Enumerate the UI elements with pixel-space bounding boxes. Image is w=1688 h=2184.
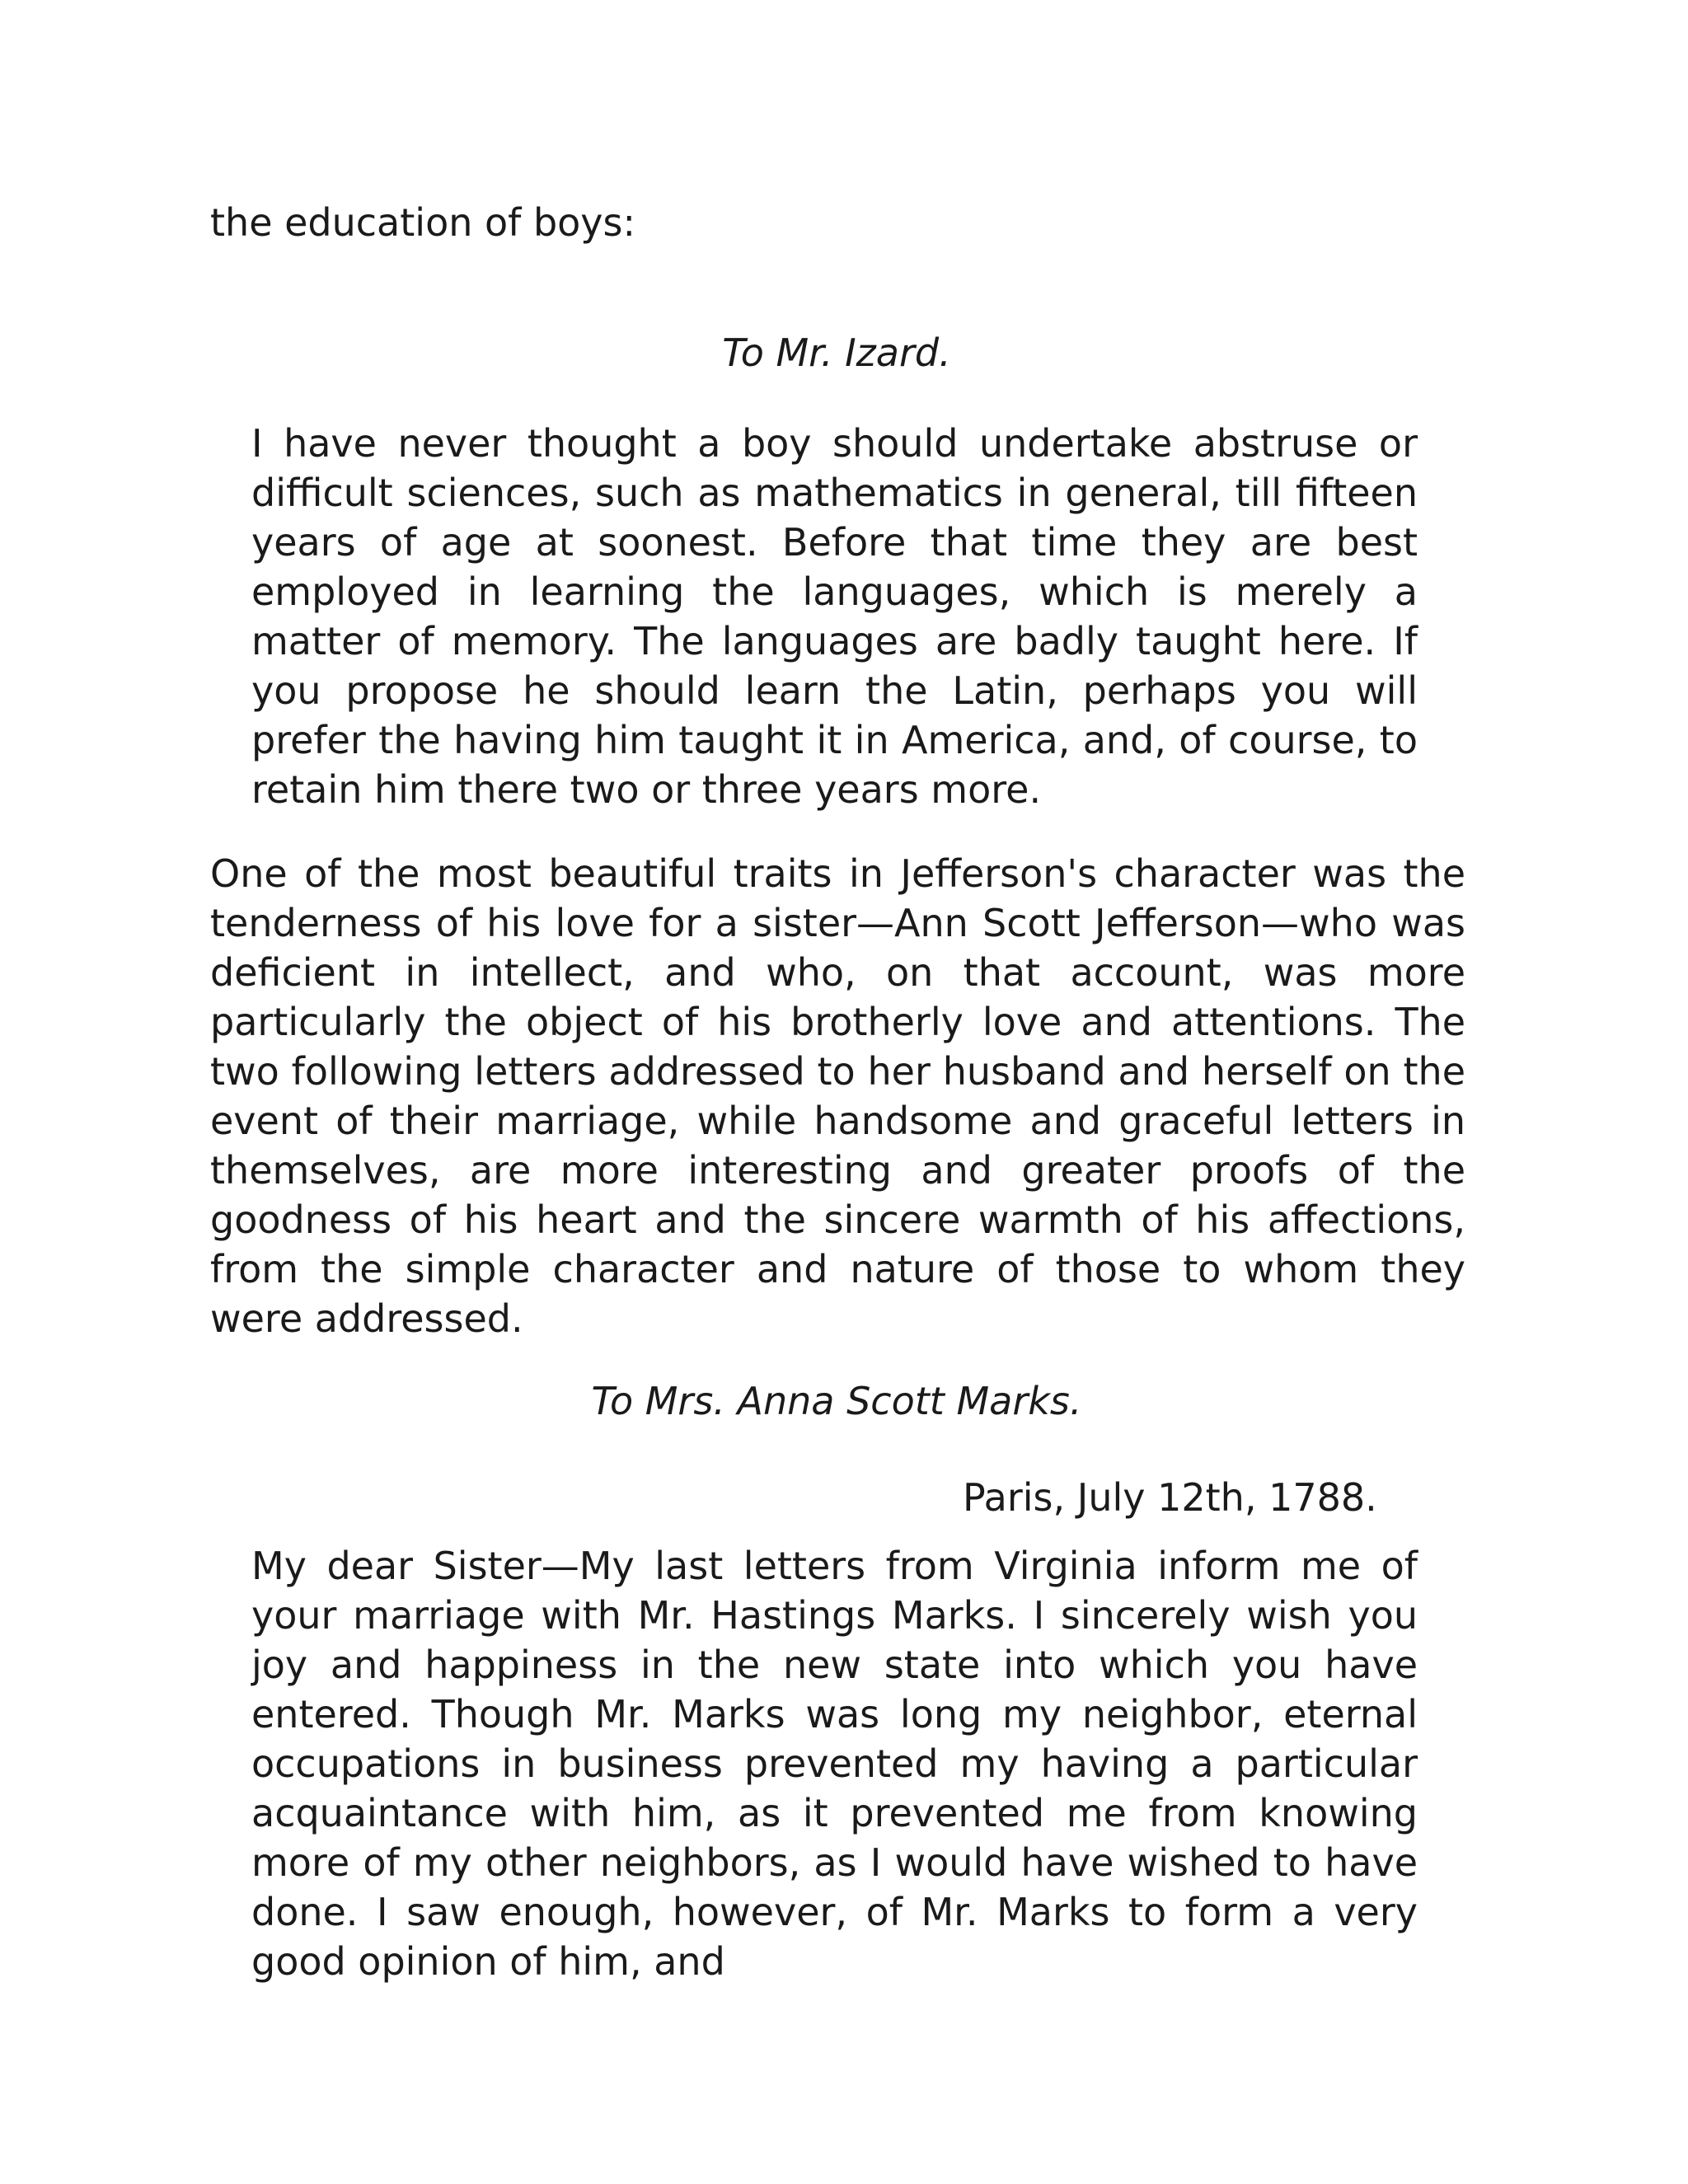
- narrative-paragraph: One of the most beautiful traits in Jefferson's character was the tenderness of his love for a sister—Ann Scott Jefferson—who was deficient in intellect, and who, on that account, was more particularly the object of his brotherly love and attentions. The two following letters addressed to her husband and herself on the event of their marriage, while handsome and graceful letters in themselves, are more interesting and greater proofs of the goodness of his heart and the sincere warmth of his affections, from the simple character and nature of those to whom they were addressed.: [210, 851, 1465, 1341]
- letter-heading-marks: To Mrs. Anna Scott Marks.: [591, 1379, 1082, 1423]
- letter-body-izard: I have never thought a boy should undertake abstruse or difficult sciences, such as mathematics in general, till fifteen years of age at soonest. Before that time they are best employed in learning the languages, which is merely a matter of memory. The languages are badly taught here. If you propose he should learn the Latin, perhaps you will prefer the having him taught it in America, and, of course, to retain him there two or three years more.: [251, 421, 1418, 812]
- letter-body-marks: My dear Sister—My last letters from Virginia inform me of your marriage with Mr. Hastings Marks. I sincerely wish you joy and happiness in the new state into which you have entered. Though Mr. Marks was long my neighbor, eternal occupations in business prevented my having a particular acquaintance with him, as it prevented me from knowing more of my other neighbors, as I would have wished to have done. I saw enough, however, of Mr. Marks to form a very good opinion of him, and: [251, 1544, 1418, 1984]
- letter-dateline: Paris, July 12th, 1788.: [963, 1475, 1377, 1520]
- letter-heading-izard: To Mr. Izard.: [722, 330, 951, 375]
- intro-line: the education of boys:: [210, 200, 635, 245]
